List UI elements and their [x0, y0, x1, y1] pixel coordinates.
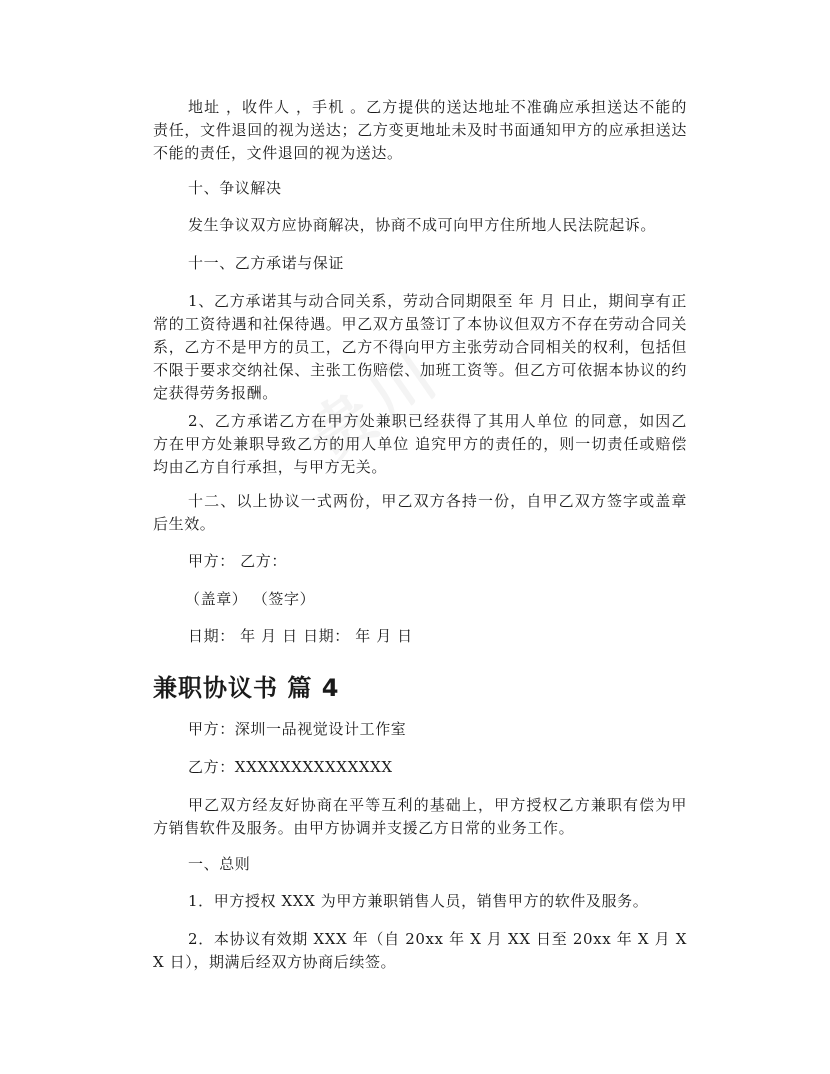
section-title-promise: 十一、乙方承诺与保证: [188, 254, 345, 272]
paragraph-dispute: 发生争议双方应协商解决，协商不成可向甲方住所地人民法院起诉。: [188, 216, 657, 234]
clause-1: 1．甲方授权 XXX 为甲方兼职销售人员，销售甲方的软件及服务。: [188, 892, 649, 910]
paragraph-delivery-address: 地址 ，收件人 ，手机 。乙方提供的送达地址不准确应承担送达不能的责任，文件退回的视为送达；乙方变更地址未及时书面通知甲方的应承担送达不能的责任，文件退回的视为送达。: [153, 98, 687, 162]
paragraph-copies: 十二、以上协议一式两份，甲乙双方各持一份，自甲乙双方签字或盖章后生效。: [153, 492, 687, 533]
signature-seal: （盖章） （签字）: [185, 590, 316, 608]
paragraph-promise-1: 1、乙方承诺其与动合同关系，劳动合同期限至 年 月 日止，期间享有正常的工资待遇和社保待遇。甲乙双方虽签订了本协议但双方不存在劳动合同关系，乙方不是甲方的员工，乙方不得向甲方主张劳动合同相关的权利，包括但不限于要求交纳社保、主张工伤赔偿、加班工资等。但乙方可依据本协议的约定获得劳务报酬。: [153, 292, 687, 402]
paragraph-promise-2: 2、乙方承诺乙方在甲方处兼职已经获得了其用人单位 的同意，如因乙方在甲方处兼职导致乙方的用人单位 追究甲方的责任的，则一切责任或赔偿均由乙方自行承担，与甲方无关。: [153, 412, 687, 476]
party-b: 乙方：XXXXXXXXXXXXXX: [188, 758, 393, 776]
section-title-general: 一、总则: [188, 855, 251, 873]
signature-dates: 日期： 年 月 日 日期： 年 月 日: [188, 627, 413, 645]
signature-parties: 甲方： 乙方：: [188, 552, 287, 570]
section-title-dispute: 十、争议解决: [188, 179, 282, 197]
paragraph-intro: 甲乙双方经友好协商在平等互利的基础上，甲方授权乙方兼职有偿为甲方销售软件及服务。由甲方协调并支援乙方日常的业务工作。: [153, 796, 687, 837]
party-a: 甲方：深圳一品视觉设计工作室: [188, 720, 407, 738]
clause-2: 2．本协议有效期 XXX 年（自 20xx 年 X 月 XX 日至 20xx 年 X 月 XX 日），期满后经双方协商后续签。: [153, 930, 687, 971]
section-heading: 兼职协议书 篇 4: [153, 674, 340, 702]
